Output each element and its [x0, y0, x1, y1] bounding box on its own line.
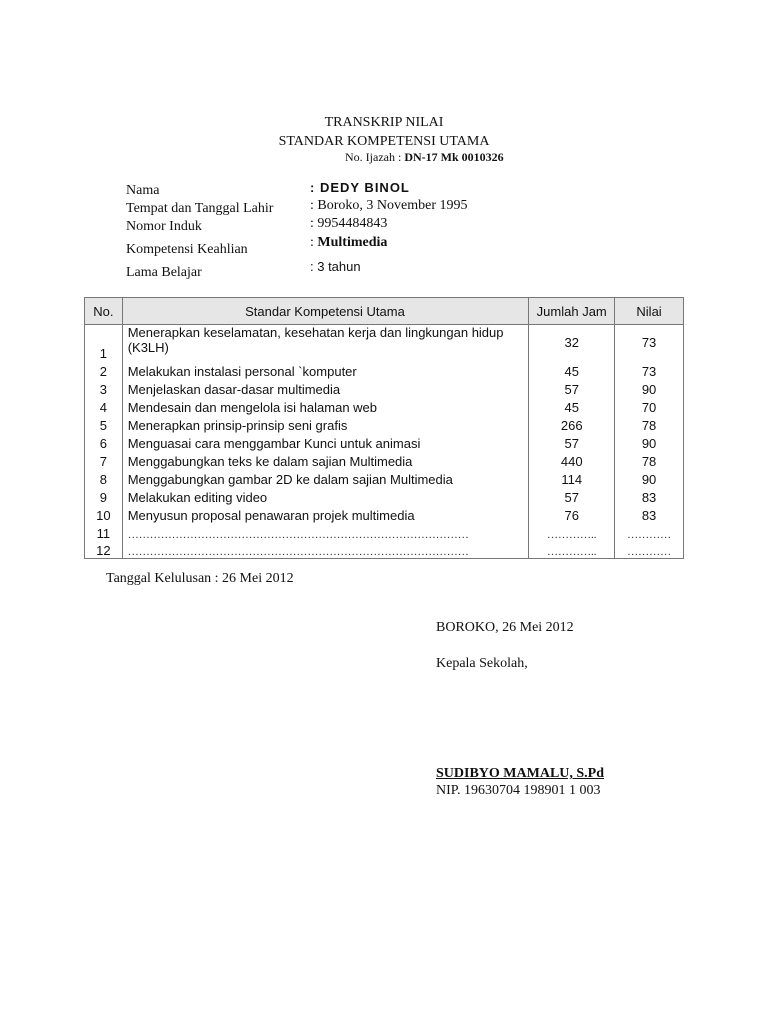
- header-hours: Jumlah Jam: [529, 298, 615, 325]
- duration-label: Lama Belajar: [126, 265, 202, 280]
- row-standard: …………………………………………………………………………………: [122, 541, 529, 559]
- row-standard: Menguasai cara menggambar Kunci untuk animasi: [122, 433, 529, 451]
- row-hours: 76: [529, 505, 615, 523]
- row-number: 4: [85, 397, 123, 415]
- row-hours: 45: [529, 397, 615, 415]
- table-row: [85, 487, 684, 505]
- document-title: TRANSKRIP NILAI: [324, 115, 444, 130]
- skill-value: Multimedia: [317, 235, 388, 250]
- row-hours: 114: [529, 469, 615, 487]
- row-number: 11: [85, 523, 123, 541]
- table-row: [85, 433, 684, 451]
- table-row: [85, 541, 684, 559]
- place-date: BOROKO, 26 Mei 2012: [436, 620, 574, 635]
- table-row: [85, 469, 684, 487]
- row-standard: …………………………………………………………………………………: [122, 523, 529, 541]
- table-header-row: [85, 298, 684, 325]
- row-number: 6: [85, 433, 123, 451]
- table-row: [85, 325, 684, 361]
- table-row: [85, 505, 684, 523]
- row-grade: 78: [615, 415, 684, 433]
- row-grade: 78: [615, 451, 684, 469]
- ijazah-label: No. Ijazah :: [345, 150, 405, 164]
- row-standard: Menggabungkan teks ke dalam sajian Multimedia: [122, 451, 529, 469]
- row-grade: 90: [615, 469, 684, 487]
- signer-nip: NIP. 19630704 198901 1 003: [436, 783, 601, 798]
- row-number: 2: [85, 361, 123, 379]
- header-no: No.: [85, 298, 123, 325]
- row-grade: …………: [615, 541, 684, 559]
- table-body: [85, 325, 684, 559]
- row-number: 12: [85, 541, 123, 559]
- skill-prefix: :: [310, 235, 318, 250]
- row-standard: Menyusun proposal penawaran projek multimedia: [122, 505, 529, 523]
- row-standard: Melakukan editing video: [122, 487, 529, 505]
- nis-value: : 9954484843: [310, 216, 388, 231]
- row-grade: 83: [615, 487, 684, 505]
- row-standard: Melakukan instalasi personal `komputer: [122, 361, 529, 379]
- row-number: 9: [85, 487, 123, 505]
- birth-value: : Boroko, 3 November 1995: [310, 198, 468, 213]
- row-hours: …………..: [529, 541, 615, 559]
- header-standard: Standar Kompetensi Utama: [122, 298, 529, 325]
- row-standard: Menerapkan keselamatan, kesehatan kerja dan lingkungan hidup (K3LH): [122, 325, 529, 361]
- row-standard: Menggabungkan gambar 2D ke dalam sajian Multimedia: [122, 469, 529, 487]
- birth-label: Tempat dan Tanggal Lahir: [126, 201, 274, 216]
- row-number: 7: [85, 451, 123, 469]
- row-number: 3: [85, 379, 123, 397]
- row-grade: 83: [615, 505, 684, 523]
- header-grade: Nilai: [615, 298, 684, 325]
- row-grade: 90: [615, 379, 684, 397]
- row-grade: 73: [615, 361, 684, 379]
- graduation-date: Tanggal Kelulusan : 26 Mei 2012: [106, 571, 294, 586]
- ijazah-line: [345, 150, 504, 165]
- table-row: [85, 451, 684, 469]
- row-grade: 90: [615, 433, 684, 451]
- row-standard: Menjelaskan dasar-dasar multimedia: [122, 379, 529, 397]
- table-row: [85, 361, 684, 379]
- table-row: [85, 379, 684, 397]
- row-grade: …………: [615, 523, 684, 541]
- table-row: [85, 523, 684, 541]
- duration-value: : 3 tahun: [310, 259, 361, 274]
- row-grade: 73: [615, 325, 684, 361]
- table-row: [85, 415, 684, 433]
- row-hours: 266: [529, 415, 615, 433]
- row-standard: Mendesain dan mengelola isi halaman web: [122, 397, 529, 415]
- row-number: 8: [85, 469, 123, 487]
- name-value: : DEDY BINOL: [310, 180, 410, 195]
- skill-value-line: [310, 235, 387, 251]
- table-row: [85, 397, 684, 415]
- nis-label: Nomor Induk: [126, 219, 202, 234]
- row-hours: 57: [529, 379, 615, 397]
- row-number: 10: [85, 505, 123, 523]
- row-hours: 45: [529, 361, 615, 379]
- ijazah-number: DN-17 Mk 0010326: [404, 150, 504, 164]
- row-number: 1: [85, 325, 123, 361]
- row-hours: 440: [529, 451, 615, 469]
- signer-name: SUDIBYO MAMALU, S.Pd: [436, 766, 605, 781]
- row-standard: Menerapkan prinsip-prinsip seni grafis: [122, 415, 529, 433]
- row-hours: 57: [529, 433, 615, 451]
- row-grade: 70: [615, 397, 684, 415]
- row-hours: 32: [529, 325, 615, 361]
- row-hours: 57: [529, 487, 615, 505]
- name-label: Nama: [126, 183, 160, 198]
- row-number: 5: [85, 415, 123, 433]
- document-subtitle: STANDAR KOMPETENSI UTAMA: [278, 134, 490, 149]
- skill-label: Kompetensi Keahlian: [126, 242, 248, 257]
- grades-table: [84, 297, 684, 559]
- row-hours: …………..: [529, 523, 615, 541]
- position-title: Kepala Sekolah,: [436, 656, 528, 671]
